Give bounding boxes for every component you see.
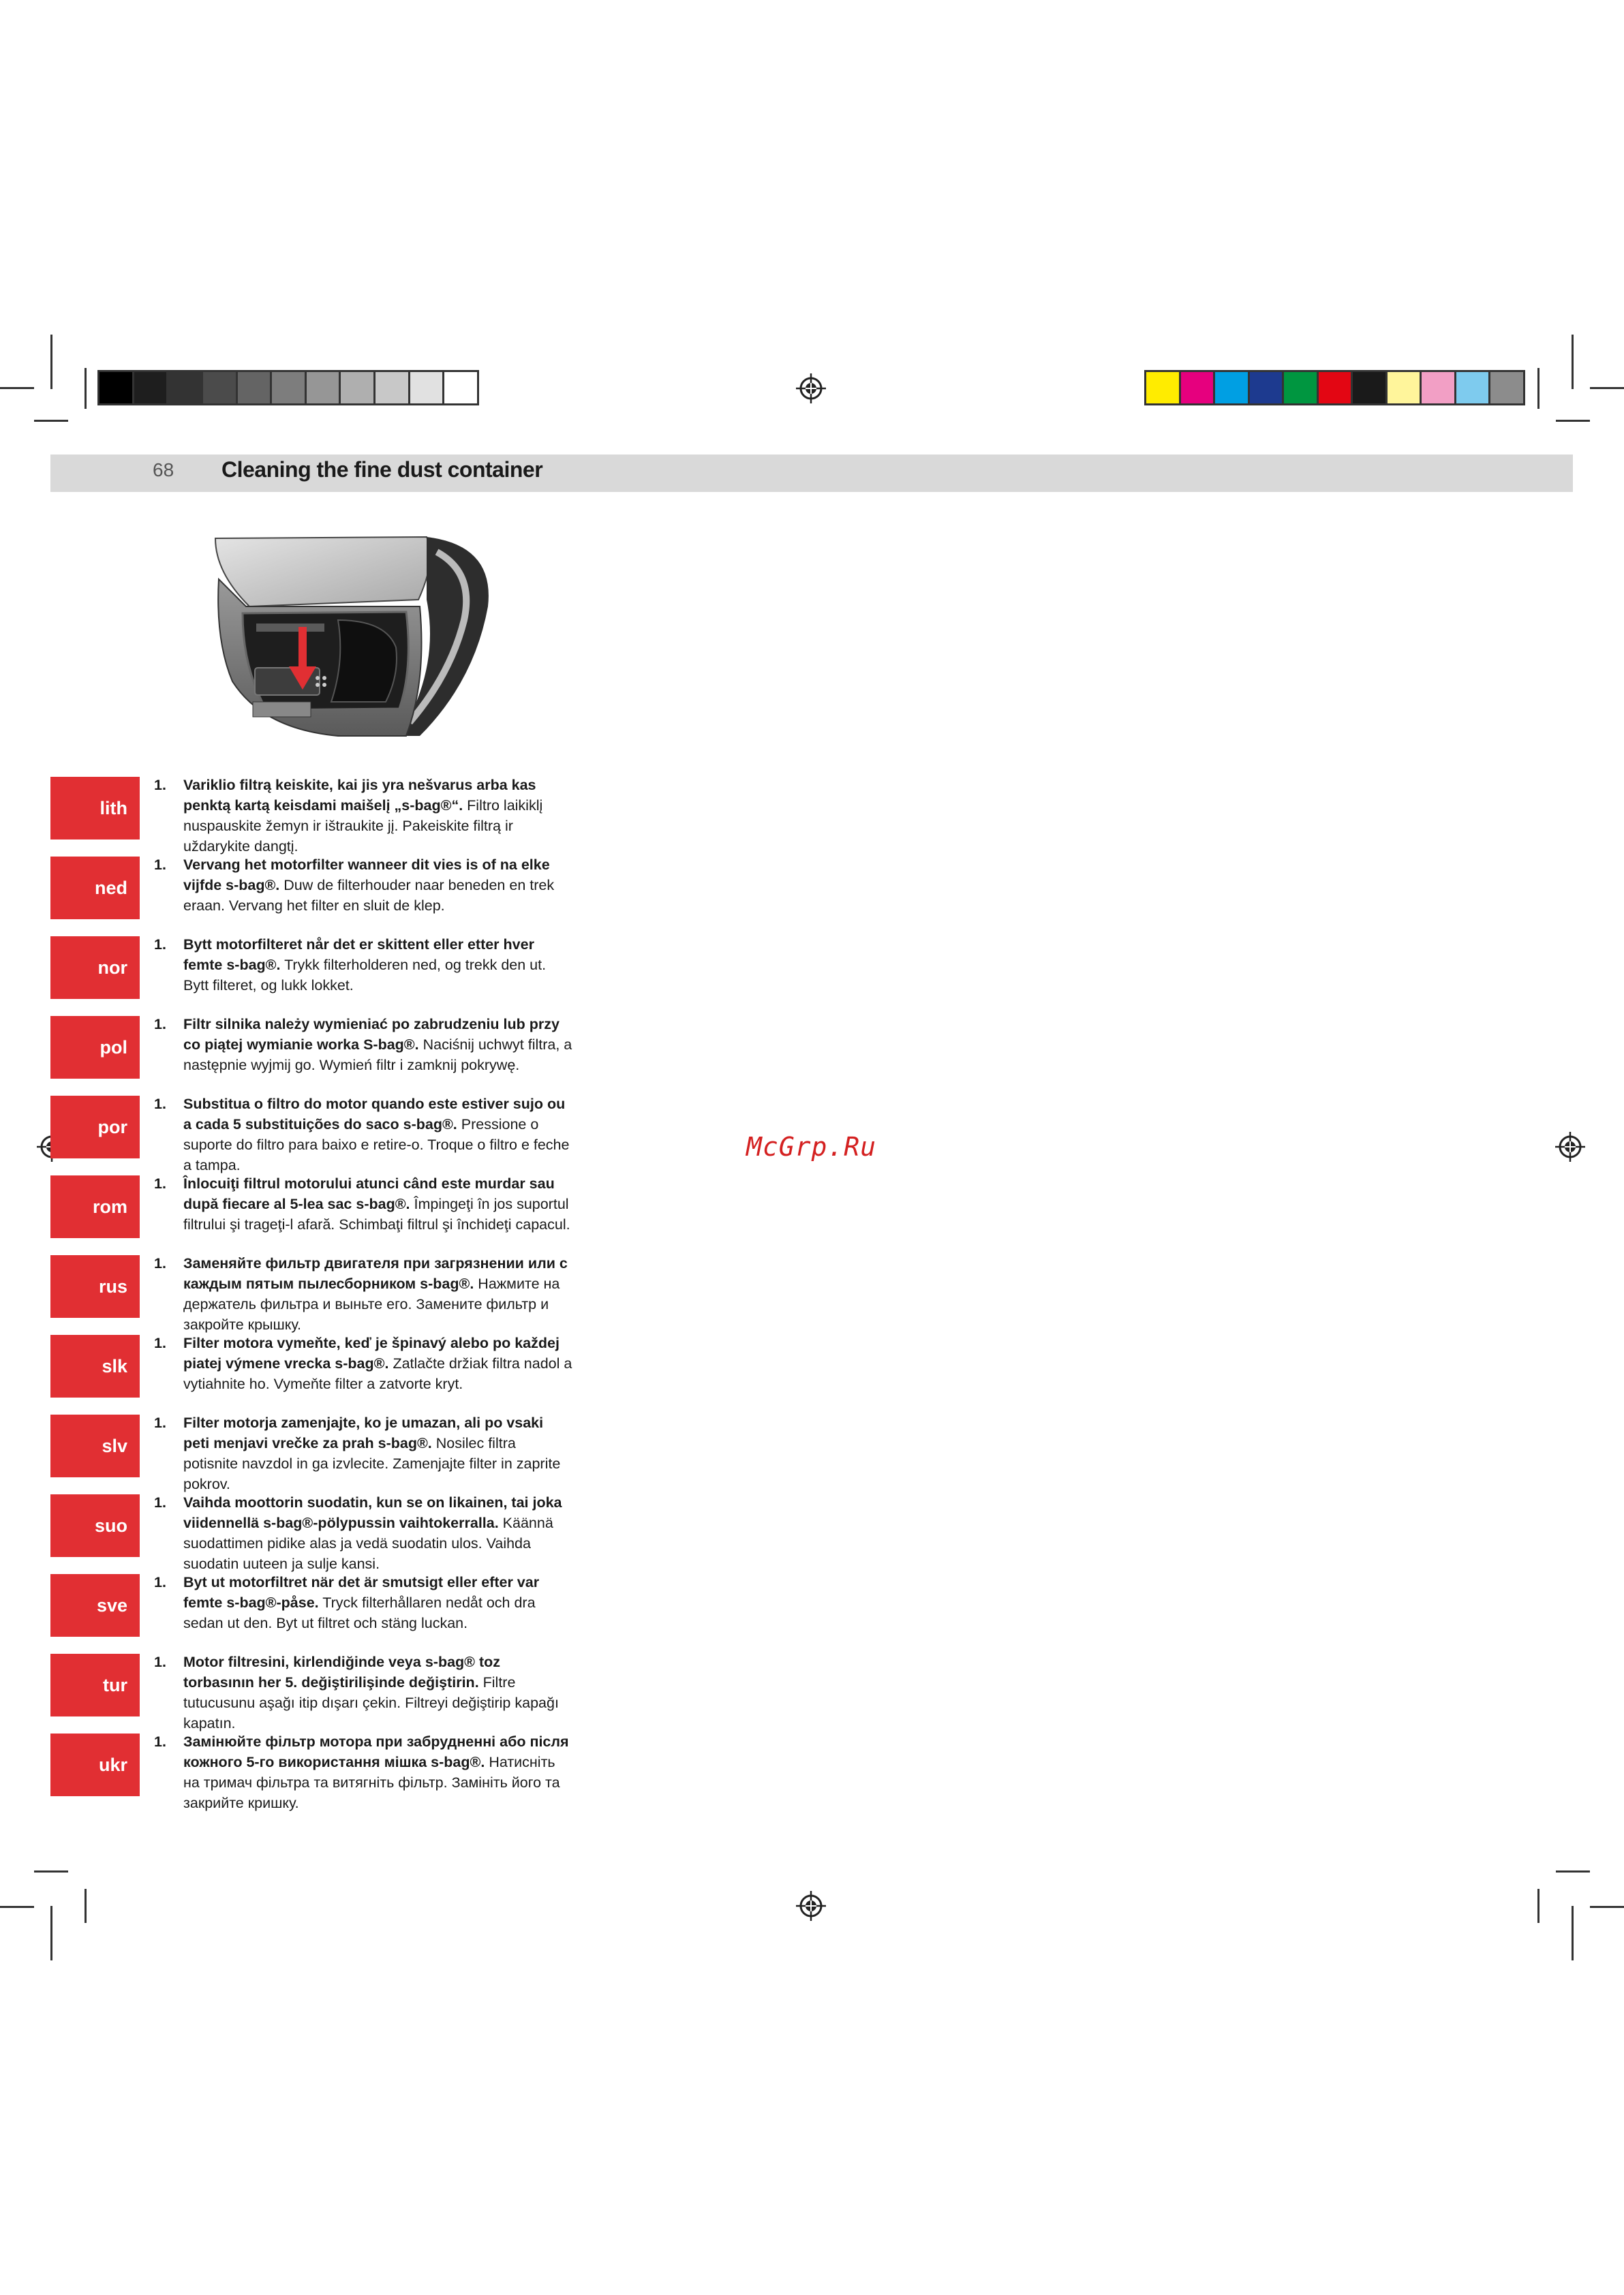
step-number: 1. [154,1255,166,1272]
instruction-ned [154,854,573,916]
color-swatch [1456,372,1491,403]
instruction-heading: Filter motorja zamenjajte, ko je umazan, ali po vsaki peti menjavi vrečke za prah s-bag®. [183,1415,544,1451]
step-number: 1. [154,1016,166,1032]
crop-mark [1572,335,1574,389]
registration-mark-icon [796,1891,826,1921]
instruction-heading: Замінюйте фільтр мотора при забрудненні або після кожного 5-го використання мішка s-bag®. [183,1734,569,1770]
crop-mark [1590,387,1624,389]
color-calibration-bar [1144,370,1525,405]
crop-mark [1537,368,1539,409]
step-number: 1. [154,1654,166,1670]
grayscale-swatch [168,372,203,403]
instruction-heading: Vaihda moottorin suodatin, kun se on likainen, tai joka viidennellä s-bag®-pölypussin vaihtokerralla. [183,1494,562,1531]
instruction-body: Trykk filterholderen ned, og trekk den ut. Bytt filteret, og lukk lokket. [183,957,547,994]
instruction-ukr [154,1731,573,1813]
instruction-body: Tryck filterhållaren nedåt och dra sedan ut den. Byt ut filtret och stäng luckan. [183,1595,536,1631]
instruction-pol [154,1014,573,1075]
lang-tab-rus: rus [50,1255,140,1318]
crop-mark [1590,1906,1624,1908]
lang-tab-pol: pol [50,1016,140,1079]
instruction-body: Filtre tutucusunu aşağı itip dışarı çekin. Filtreyi değiştirip kapağı kapatın. [183,1674,559,1731]
registration-mark-icon [1555,1132,1585,1162]
color-swatch [1388,372,1422,403]
color-swatch [1284,372,1319,403]
step-number: 1. [154,1734,166,1750]
color-swatch [1146,372,1181,403]
instruction-heading: Variklio filtrą keiskite, kai jis yra nešvarus arba kas penktą kartą keisdami maišelį „s-bag®“. [183,777,536,814]
instruction-heading: Filtr silnika należy wymieniać po zabrudzeniu lub przy co piątej wymianie worka S-bag®. [183,1016,560,1053]
page-title: Cleaning the fine dust container [221,457,543,482]
lang-tab-slk: slk [50,1335,140,1398]
instruction-nor [154,934,573,996]
crop-mark [0,1906,34,1908]
instruction-body: Zatlačte držiak filtra nadol a vytiahnite ho. Vymeňte filter a zatvorte kryt. [183,1355,572,1392]
grayscale-calibration-bar [97,370,479,405]
instruction-heading: Motor filtresini, kirlendiğinde veya s-bag® toz torbasının her 5. değiştirilişinde değiştirin. [183,1654,501,1691]
crop-mark [50,335,52,389]
crop-mark [50,1906,52,1960]
step-number: 1. [154,777,166,793]
instruction-body: Pressione o suporte do filtro para baixo e retire-o. Troque o filtro e feche a tampa. [183,1116,570,1173]
crop-mark [1556,420,1590,422]
lang-tab-por: por [50,1096,140,1158]
instruction-heading: Заменяйте фильтр двигателя при загрязнении или с каждым пятым пылесборником s-bag®. [183,1255,568,1292]
crop-mark [85,368,87,409]
crop-mark [0,387,34,389]
crop-mark [1537,1889,1539,1923]
grayscale-swatch [376,372,410,403]
instruction-suo [154,1492,573,1574]
color-swatch [1490,372,1523,403]
instruction-heading: Vervang het motorfilter wanneer dit vies is of na elke vijfde s-bag®. [183,857,550,893]
watermark-link[interactable]: McGrp.Ru [746,1132,877,1162]
instruction-heading: Înlocuiţi filtrul motorului atunci când este murdar sau după fiecare al 5-lea sac s-bag®. [183,1175,555,1212]
crop-mark [85,1889,87,1923]
instruction-lith [154,775,573,857]
instruction-heading: Bytt motorfilteret når det er skittent eller etter hver femte s-bag®. [183,936,534,973]
instruction-rom [154,1173,573,1235]
step-number: 1. [154,1096,166,1112]
grayscale-swatch [410,372,445,403]
crop-mark [34,1870,68,1873]
grayscale-swatch [99,372,134,403]
instruction-body: Käännä suodattimen pidike alas ja vedä suodatin ulos. Vaihda suodatin uuteen ja sulje kansi. [183,1515,553,1572]
step-number: 1. [154,857,166,873]
lang-tab-sve: sve [50,1574,140,1637]
color-swatch [1353,372,1388,403]
instruction-body: Nosilec filtra potisnite navzdol in ga izvlecite. Zamenjajte filter in zaprite pokrov. [183,1435,561,1492]
grayscale-swatch [272,372,307,403]
lang-tab-slv: slv [50,1415,140,1477]
lang-tab-ned: ned [50,857,140,919]
instruction-body: Натисніть на тримач фільтра та витягніть фільтр. Замініть його та закрийте кришку. [183,1754,560,1811]
color-swatch [1250,372,1285,403]
instruction-rus [154,1253,573,1335]
instruction-body: Duw de filterhouder naar beneden en trek eraan. Vervang het filter en sluit de klep. [183,877,555,914]
lang-tab-rom: rom [50,1175,140,1238]
grayscale-swatch [203,372,238,403]
step-number: 1. [154,1415,166,1431]
color-swatch [1422,372,1456,403]
step-number: 1. [154,1574,166,1590]
instruction-sve [154,1572,573,1633]
color-swatch [1215,372,1250,403]
lang-tab-suo: suo [50,1494,140,1557]
color-swatch [1319,372,1353,403]
step-number: 1. [154,1494,166,1511]
registration-mark-icon [796,373,826,403]
lang-tab-lith: lith [50,777,140,840]
step-number: 1. [154,1335,166,1351]
instruction-body: Нажмите на держатель фильтра и выньте его. Замените фильтр и закройте крышку. [183,1276,560,1333]
lang-tab-nor: nor [50,936,140,999]
step-number: 1. [154,936,166,953]
instruction-slk [154,1333,573,1394]
color-swatch [1181,372,1216,403]
crop-mark [34,420,68,422]
instruction-heading: Substitua o filtro do motor quando este estiver sujo ou a cada 5 substituições do saco s-bag®. [183,1096,566,1133]
instruction-tur [154,1652,573,1734]
instruction-body: Naciśnij uchwyt filtra, a następnie wyjmij go. Wymień filtr i zamknij pokrywę. [183,1036,572,1073]
instruction-body: Filtro laikiklį nuspauskite žemyn ir ištraukite jį. Pakeiskite filtrą ir uždarykite dangtį. [183,797,543,854]
lang-tab-ukr: ukr [50,1734,140,1796]
vacuum-filter-illustration [202,532,495,750]
crop-mark [1556,1870,1590,1873]
instruction-heading: Filter motora vymeňte, keď je špinavý alebo po každej piatej výmene vrecka s-bag®. [183,1335,560,1372]
grayscale-swatch [444,372,477,403]
step-number: 1. [154,1175,166,1192]
grayscale-swatch [307,372,341,403]
instruction-por [154,1094,573,1175]
grayscale-swatch [341,372,376,403]
crop-mark [1572,1906,1574,1960]
instruction-slv [154,1413,573,1494]
instruction-heading: Byt ut motorfiltret när det är smutsigt eller efter var femte s-bag®-påse. [183,1574,540,1611]
lang-tab-tur: tur [50,1654,140,1716]
page-number: 68 [153,459,174,480]
grayscale-swatch [134,372,169,403]
grayscale-swatch [238,372,273,403]
instruction-body: Împingeţi în jos suportul filtrului şi trageţi-l afară. Schimbaţi filtrul şi închideţi capacul. [183,1196,570,1233]
